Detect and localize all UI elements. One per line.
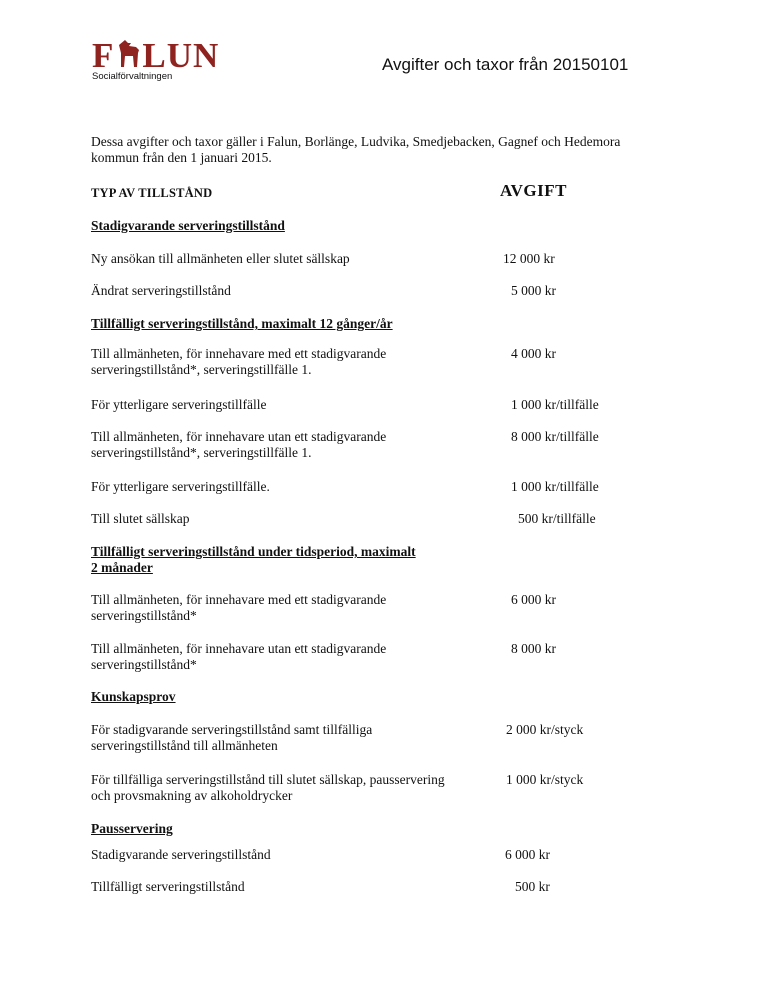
fee-row-label: Till allmänheten, för innehavare utan ett stadigvarande serveringstillstånd*, serveringstillfälle 1. — [91, 429, 387, 460]
fee-row-label: För ytterligare serveringstillfälle — [91, 397, 267, 412]
logo-subtitle: Socialförvaltningen — [92, 71, 173, 82]
fee-row-label: Stadigvarande serveringstillstånd — [91, 847, 271, 862]
fee-row-label: Ny ansökan till allmänheten eller slutet sällskap — [91, 251, 350, 266]
fee-row-amount: 6 000 kr — [505, 847, 550, 862]
fee-row-amount: 5 000 kr — [511, 283, 556, 298]
section-heading: Kunskapsprov — [91, 689, 176, 704]
column-header-type: TYP AV TILLSTÅND — [91, 186, 213, 200]
fee-row-amount: 1 000 kr/styck — [506, 772, 584, 787]
document-title: Avgifter och taxor från 20150101 — [382, 55, 629, 74]
column-header-fee: AVGIFT — [500, 181, 567, 200]
fee-row-amount: 6 000 kr — [511, 592, 556, 607]
fee-row-amount: 1 000 kr/tillfälle — [511, 479, 599, 494]
section-heading: Stadigvarande serveringstillstånd — [91, 218, 285, 233]
fee-row-amount: 8 000 kr/tillfälle — [511, 429, 599, 444]
fee-row-label: Tillfälligt serveringstillstånd — [91, 879, 245, 894]
fee-row-amount: 8 000 kr — [511, 641, 556, 656]
fee-row-label: För tillfälliga serveringstillstånd till slutet sällskap, pausservering och provsmakning av alkoholdrycker — [91, 772, 445, 803]
fee-row-label: Till allmänheten, för innehavare med ett stadigvarande serveringstillstånd* — [91, 592, 387, 623]
fee-row-amount: 1 000 kr/tillfälle — [511, 397, 599, 412]
logo-text-post: LUN — [142, 36, 220, 75]
section-heading: Tillfälligt serveringstillstånd, maximalt 12 gånger/år — [91, 316, 393, 331]
fee-row-label: Ändrat serveringstillstånd — [91, 283, 231, 298]
fee-row-amount: 12 000 kr — [503, 251, 555, 266]
section-heading: Pausservering — [91, 821, 173, 836]
section-heading: Tillfälligt serveringstillstånd under tidsperiod, maximalt 2 månader — [91, 544, 416, 575]
fee-row-amount: 2 000 kr/styck — [506, 722, 584, 737]
fee-row-amount: 500 kr/tillfälle — [518, 511, 596, 526]
logo-text-pre: F — [92, 36, 115, 75]
intro-paragraph: Dessa avgifter och taxor gäller i Falun, Borlänge, Ludvika, Smedjebacken, Gagnef och Hedemora kommun från den 1 januari 2015. — [91, 134, 621, 165]
fee-row-amount: 4 000 kr — [511, 346, 556, 361]
fee-row-amount: 500 kr — [515, 879, 550, 894]
fee-row-label: Till slutet sällskap — [91, 511, 190, 526]
fee-row-label: För ytterligare serveringstillfälle. — [91, 479, 270, 494]
fee-row-label: Till allmänheten, för innehavare med ett stadigvarande serveringstillstånd*, serveringstillfälle 1. — [91, 346, 387, 377]
fee-row-label: För stadigvarande serveringstillstånd samt tillfälliga serveringstillstånd till allmänheten — [91, 722, 373, 753]
fee-row-label: Till allmänheten, för innehavare utan ett stadigvarande serveringstillstånd* — [91, 641, 387, 672]
